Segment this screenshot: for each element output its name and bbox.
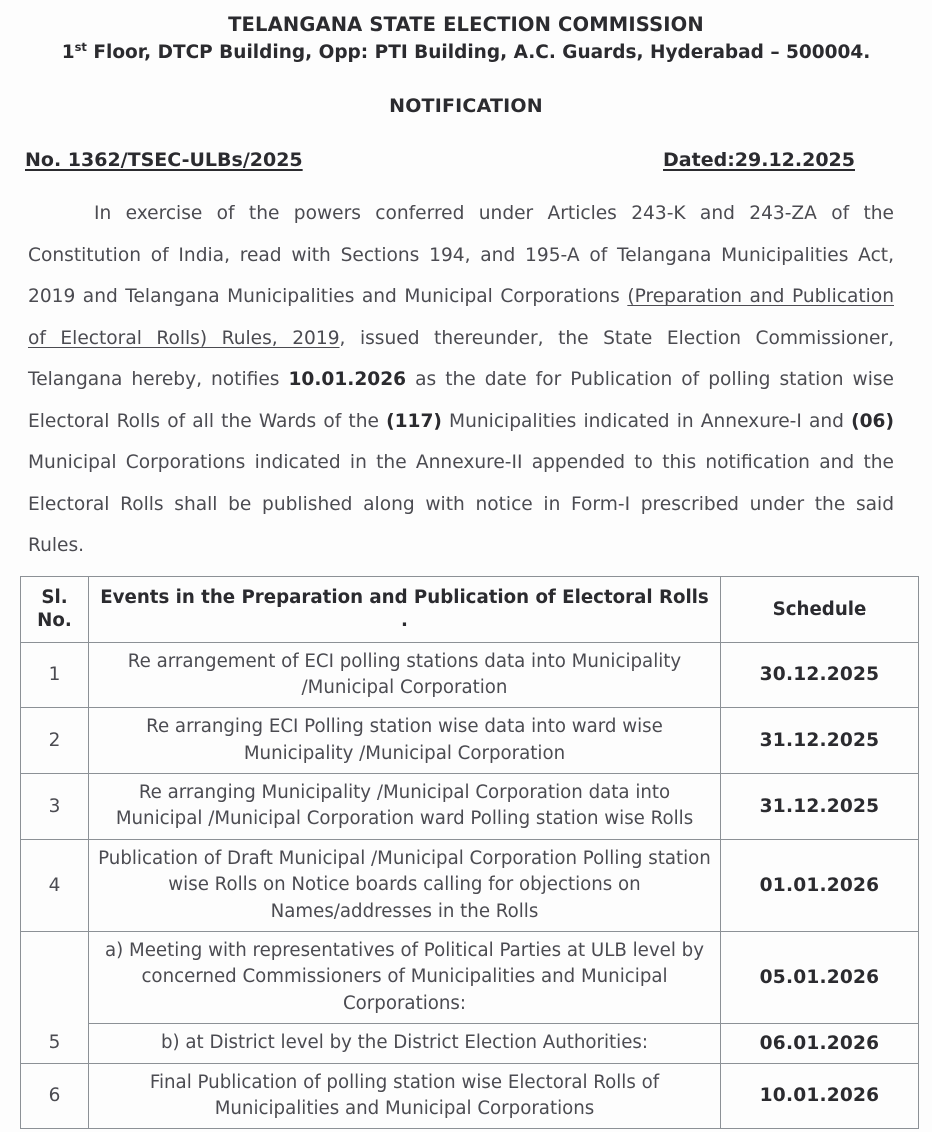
column-header-events: Events in the Preparation and Publication of Electoral Rolls . [89, 576, 721, 642]
para-segment-5: Municipal Corporations indicated in the Annexure-II appended to this notification and the Electoral Rolls shall be published along with notice in Form-I prescribed under the said Rules. [28, 452, 894, 557]
para-municipalities-count: (117) [386, 410, 442, 432]
table-header-row [21, 576, 919, 642]
row-event-description: Final Publication of polling station wise Electoral Rolls of Municipalities and Municipal Corporations [89, 1063, 721, 1129]
para-publication-date: 10.01.2026 [288, 369, 407, 391]
table-row [21, 774, 919, 840]
row-sl-no: 3 [21, 774, 89, 840]
row-sl-no: 6 [21, 1063, 89, 1129]
table-body [21, 642, 919, 1129]
row-schedule-date: 06.01.2026 [721, 1024, 919, 1063]
reference-line [0, 149, 932, 171]
para-segment-4: Municipalities indicated in Annexure-I and [441, 410, 852, 432]
para-segment-2: , issued thereunder, the State Election Commissioner, Telangana hereby, notifies [28, 327, 894, 391]
table-header-row-group [21, 576, 919, 642]
address-ordinal-suffix: st [74, 40, 87, 55]
row-schedule-date: 31.12.2025 [721, 708, 919, 774]
row-event-description: Re arrangement of ECI polling stations data into Municipality /Municipal Corporation [89, 642, 721, 708]
document-header [0, 0, 932, 65]
table-row [21, 932, 919, 1024]
organization-title: TELANGANA STATE ELECTION COMMISSION [228, 13, 704, 36]
row-sl-no: 2 [21, 708, 89, 774]
table-row [21, 1024, 919, 1063]
table-row [21, 708, 919, 774]
reference-date: Dated:29.12.2025 [663, 149, 855, 172]
column-header-schedule: Schedule [721, 576, 919, 642]
table-row [21, 1063, 919, 1129]
row-event-description: Publication of Draft Municipal /Municipal Corporation Polling station wise Rolls on Notice boards calling for objections on Names/addresses in the Rolls [89, 839, 721, 931]
column-header-sl-no [21, 576, 89, 642]
para-underlined-rules: (Preparation and Publication of Electoral Rolls) Rules, 2019 [28, 286, 894, 349]
sl-no-line-2: No. [37, 610, 72, 632]
row-event-description: Re arranging ECI Polling station wise data into ward wise Municipality /Municipal Corporation [89, 708, 721, 774]
reference-number: No. 1362/TSEC-ULBs/2025 [25, 149, 303, 172]
organization-address [0, 41, 932, 65]
table-row [21, 839, 919, 931]
address-floor-number: 1 [61, 42, 75, 64]
sl-no-line-1: Sl. [41, 586, 68, 608]
schedule-table [20, 576, 919, 1129]
table-row [21, 642, 919, 708]
notification-body-paragraph [28, 193, 894, 567]
row-schedule-date: 30.12.2025 [721, 642, 919, 708]
para-corporations-count: (06) [851, 410, 894, 432]
para-segment-1: In exercise of the powers conferred under Articles 243-K and 243-ZA of the Constitution of India, read with Sections 194, and 195-A of Telangana Municipalities Act, 2019 and Telangana Municipalities and Municipal Corporations [28, 203, 894, 308]
row-event-description: a) Meeting with representatives of Political Parties at ULB level by concerned Commissioners of Municipalities and Municipal Corporations: [89, 932, 721, 1024]
row-sl-no: 5 [21, 932, 89, 1064]
row-schedule-date: 05.01.2026 [721, 932, 919, 1024]
para-segment-3: as the date for Publication of polling station wise Electoral Rolls of all the Wards of the [28, 369, 894, 432]
row-sl-no: 4 [21, 839, 89, 931]
row-schedule-date: 01.01.2026 [721, 839, 919, 931]
row-sl-no: 1 [21, 642, 89, 708]
row-schedule-date: 31.12.2025 [721, 774, 919, 840]
notification-heading: NOTIFICATION [389, 95, 543, 118]
address-rest: Floor, DTCP Building, Opp: PTI Building, A.C. Guards, Hyderabad – 500004. [86, 42, 871, 64]
row-schedule-date: 10.01.2026 [721, 1063, 919, 1129]
row-event-description: Re arranging Municipality /Municipal Corporation data into Municipal /Municipal Corporation ward Polling station wise Rolls [89, 774, 721, 840]
row-event-description: b) at District level by the District Election Authorities: [89, 1024, 721, 1063]
